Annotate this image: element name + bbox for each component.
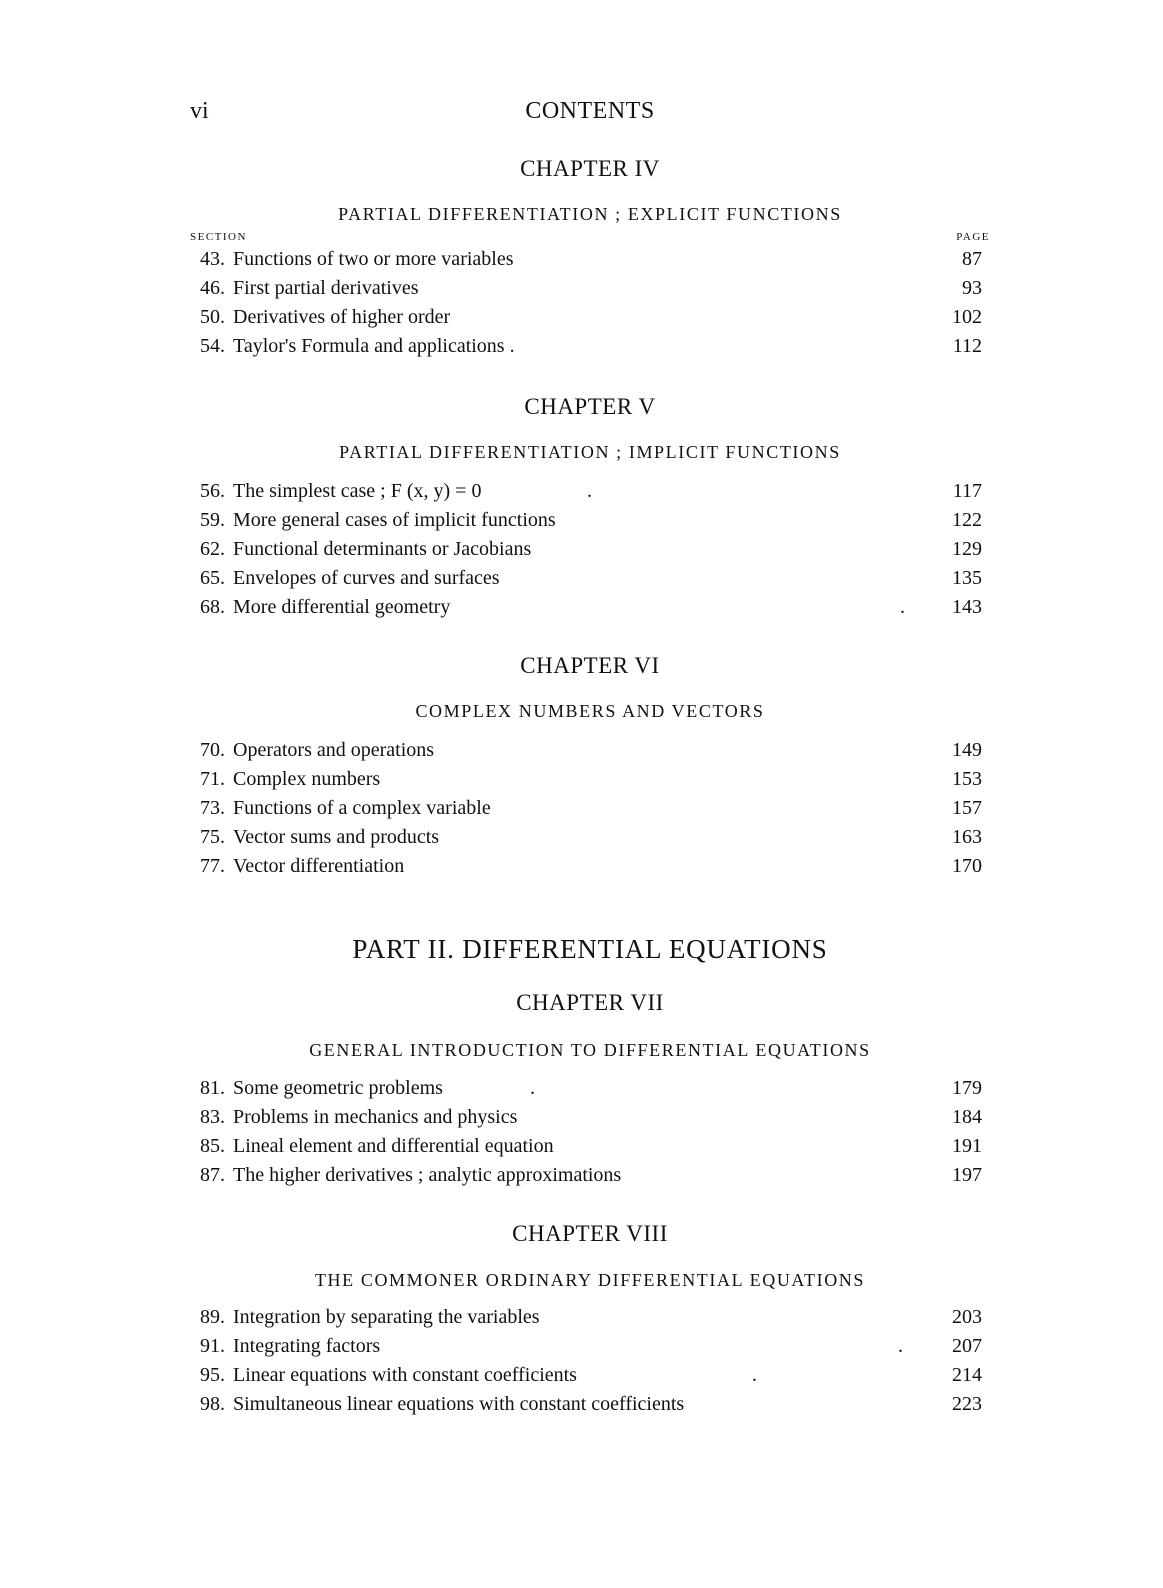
- entry-title: The simplest case ; F (x, y) = 0: [233, 480, 482, 502]
- section-number: 68.: [200, 596, 225, 618]
- entry-title: Some geometric problems: [233, 1077, 443, 1099]
- entry-title: Problems in mechanics and physics: [233, 1106, 518, 1128]
- page-ref: 157: [952, 797, 982, 819]
- entry-title: Functions of a complex variable: [233, 797, 491, 819]
- section-number: 77.: [200, 855, 225, 877]
- toc-entry: [190, 1106, 982, 1135]
- entry-title: Complex numbers: [233, 768, 381, 790]
- entry-title: Vector sums and products: [233, 826, 440, 848]
- page-number: vi: [190, 98, 209, 124]
- section-number: 98.: [200, 1393, 225, 1415]
- section-number: 54.: [200, 335, 225, 357]
- leader-dot: .: [900, 596, 905, 618]
- entry-list: [190, 480, 982, 625]
- entry-list: [190, 248, 982, 364]
- section-number: 81.: [200, 1077, 225, 1099]
- section-number: 87.: [200, 1164, 225, 1186]
- page-ref: 102: [952, 306, 982, 328]
- entry-list: [190, 1306, 982, 1422]
- page-ref: 93: [962, 277, 982, 299]
- entry-title: Taylor's Formula and applications .: [233, 335, 515, 357]
- part-heading: PART II. DIFFERENTIAL EQUATIONS: [352, 934, 828, 964]
- toc-entry: [190, 248, 982, 277]
- entry-title: The higher derivatives ; analytic approximations: [233, 1164, 622, 1186]
- page-ref: 184: [952, 1106, 982, 1128]
- chapter-heading: CHAPTER VII: [516, 990, 664, 1015]
- section-number: 46.: [200, 277, 225, 299]
- toc-entry: [190, 855, 982, 884]
- leader-dot: .: [587, 480, 592, 502]
- leader-dot: .: [752, 1364, 757, 1386]
- toc-entry: [190, 768, 982, 797]
- section-number: 91.: [200, 1335, 225, 1357]
- page-ref: 197: [952, 1164, 982, 1186]
- entry-title: Operators and operations: [233, 739, 435, 761]
- page-ref: 122: [952, 509, 982, 531]
- section-number: 75.: [200, 826, 225, 848]
- running-title: CONTENTS: [525, 98, 655, 124]
- entry-title: Simultaneous linear equations with constant coefficients: [233, 1393, 685, 1415]
- page-ref: 163: [952, 826, 982, 848]
- entry-title: Integrating factors: [233, 1335, 381, 1357]
- section-number: 65.: [200, 567, 225, 589]
- entry-title: More general cases of implicit functions: [233, 509, 556, 531]
- toc-entry: [190, 1306, 982, 1335]
- page-ref: 191: [952, 1135, 982, 1157]
- page-ref: 203: [952, 1306, 982, 1328]
- chapter-subtitle: PARTIAL DIFFERENTIATION ; EXPLICIT FUNCTIONS: [338, 204, 842, 224]
- toc-entry: [190, 1135, 982, 1164]
- entry-title: Functional determinants or Jacobians: [233, 538, 532, 560]
- page-ref: 214: [952, 1364, 982, 1386]
- section-number: 85.: [200, 1135, 225, 1157]
- toc-entry: [190, 739, 982, 768]
- entry-title: Lineal element and differential equation: [233, 1135, 554, 1157]
- toc-entry: [190, 1335, 982, 1364]
- chapter-heading: CHAPTER VIII: [512, 1221, 668, 1246]
- toc-entry: [190, 567, 982, 596]
- toc-entry: [190, 1164, 982, 1193]
- leader-dot: .: [530, 1077, 535, 1099]
- page-ref: 179: [952, 1077, 982, 1099]
- section-number: 73.: [200, 797, 225, 819]
- page-ref: 117: [952, 480, 982, 502]
- toc-entry: [190, 509, 982, 538]
- section-number: 89.: [200, 1306, 225, 1328]
- toc-entry: [190, 596, 982, 625]
- toc-entry: [190, 826, 982, 855]
- page-ref: 170: [952, 855, 982, 877]
- running-head: [190, 98, 990, 128]
- section-number: 62.: [200, 538, 225, 560]
- toc-entry: [190, 335, 982, 364]
- entry-title: Functions of two or more variables: [233, 248, 514, 270]
- entry-title: More differential geometry: [233, 596, 451, 618]
- entry-list: [190, 739, 982, 884]
- entry-title: Vector differentiation: [233, 855, 405, 877]
- toc-entry: [190, 1077, 982, 1106]
- section-number: 71.: [200, 768, 225, 790]
- section-number: 70.: [200, 739, 225, 761]
- page-ref: 143: [952, 596, 982, 618]
- entry-title: Integration by separating the variables: [233, 1306, 540, 1328]
- page-column-header: PAGE: [956, 231, 990, 243]
- leader-dot: .: [898, 1335, 903, 1357]
- chapter-heading: CHAPTER VI: [520, 653, 660, 678]
- section-number: 43.: [200, 248, 225, 270]
- toc-entry: [190, 277, 982, 306]
- section-number: 59.: [200, 509, 225, 531]
- page-ref: 135: [952, 567, 982, 589]
- column-headers: [190, 231, 990, 245]
- section-column-header: SECTION: [190, 231, 247, 243]
- toc-entry: [190, 538, 982, 567]
- chapter-subtitle: COMPLEX NUMBERS AND VECTORS: [415, 701, 765, 721]
- chapter-heading: CHAPTER V: [524, 394, 656, 419]
- toc-entry: [190, 1364, 982, 1393]
- page-ref: 87: [962, 248, 982, 270]
- section-number: 95.: [200, 1364, 225, 1386]
- entry-title: Derivatives of higher order: [233, 306, 451, 328]
- entry-title: Linear equations with constant coefficients: [233, 1364, 577, 1386]
- chapter-subtitle: THE COMMONER ORDINARY DIFFERENTIAL EQUATIONS: [314, 1270, 866, 1290]
- entry-title: First partial derivatives: [233, 277, 419, 299]
- entry-list: [190, 1077, 982, 1193]
- section-number: 50.: [200, 306, 225, 328]
- section-number: 83.: [200, 1106, 225, 1128]
- page-ref: 153: [952, 768, 982, 790]
- toc-entry: [190, 480, 982, 509]
- toc-entry: [190, 1393, 982, 1422]
- chapter-heading: CHAPTER IV: [520, 156, 660, 181]
- toc-entry: [190, 306, 982, 335]
- page-ref: 149: [952, 739, 982, 761]
- toc-entry: [190, 797, 982, 826]
- page-ref: 207: [952, 1335, 982, 1357]
- page-ref: 129: [952, 538, 982, 560]
- page-ref: 112: [952, 335, 982, 357]
- entry-title: Envelopes of curves and surfaces: [233, 567, 500, 589]
- section-number: 56.: [200, 480, 225, 502]
- page-ref: 223: [952, 1393, 982, 1415]
- chapter-subtitle: PARTIAL DIFFERENTIATION ; IMPLICIT FUNCTIONS: [339, 442, 841, 462]
- chapter-subtitle: GENERAL INTRODUCTION TO DIFFERENTIAL EQUATIONS: [309, 1040, 871, 1060]
